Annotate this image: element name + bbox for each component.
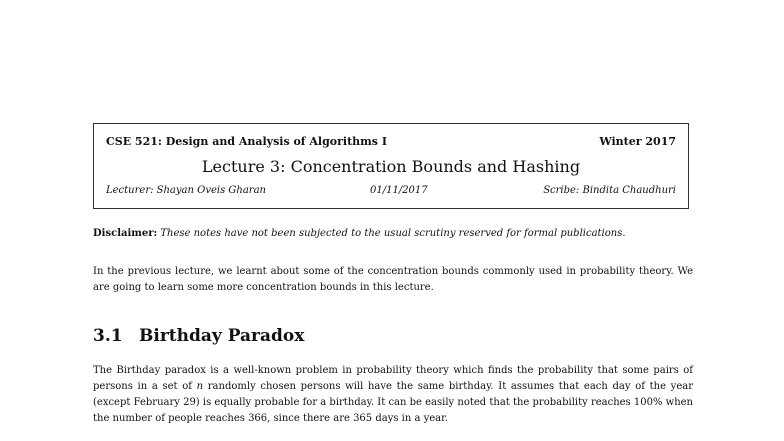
body-paragraph [93,363,693,427]
scribe: Scribe: Bindita Chaudhuri [543,185,676,196]
lecture-header-box [93,123,689,209]
course-term: Winter 2017 [599,135,676,148]
math-variable-n: n [196,381,204,392]
lecturer: Lecturer: Shayan Oveis Gharan [106,185,266,196]
lecture-date: 01/11/2017 [370,185,428,196]
intro-paragraph: In the previous lecture, we learnt about some of the concentration bounds commonly used in probability theory. We are going to learn some more concentration bounds in this lecture. [93,266,693,293]
body-text-part1: The Birthday paradox is a well-known problem in probability theory which finds the probability that some pairs of persons in a set of [93,365,693,392]
lecture-info-line [106,184,676,198]
body-text-part2: randomly chosen persons will have the same birthday. It assumes that each day of the year (except February 29) is equally probable for a birthday. It can be easily noted that the probability reaches 100% when the number of people reaches 366, since there are 365 days in a year. [93,381,693,424]
lecture-title: Lecture 3: Concentration Bounds and Hashing [201,157,581,176]
course-name: CSE 521: Design and Analysis of Algorithms I [106,135,387,148]
disclaimer [93,227,703,241]
disclaimer-text: These notes have not been subjected to the usual scrutiny reserved for formal publications. [160,228,626,239]
section-number: 3.1 [93,326,123,346]
course-line [106,134,676,150]
disclaimer-label: Disclaimer: [93,228,158,239]
section-title: Birthday Paradox [139,326,305,346]
section-heading [93,325,304,347]
